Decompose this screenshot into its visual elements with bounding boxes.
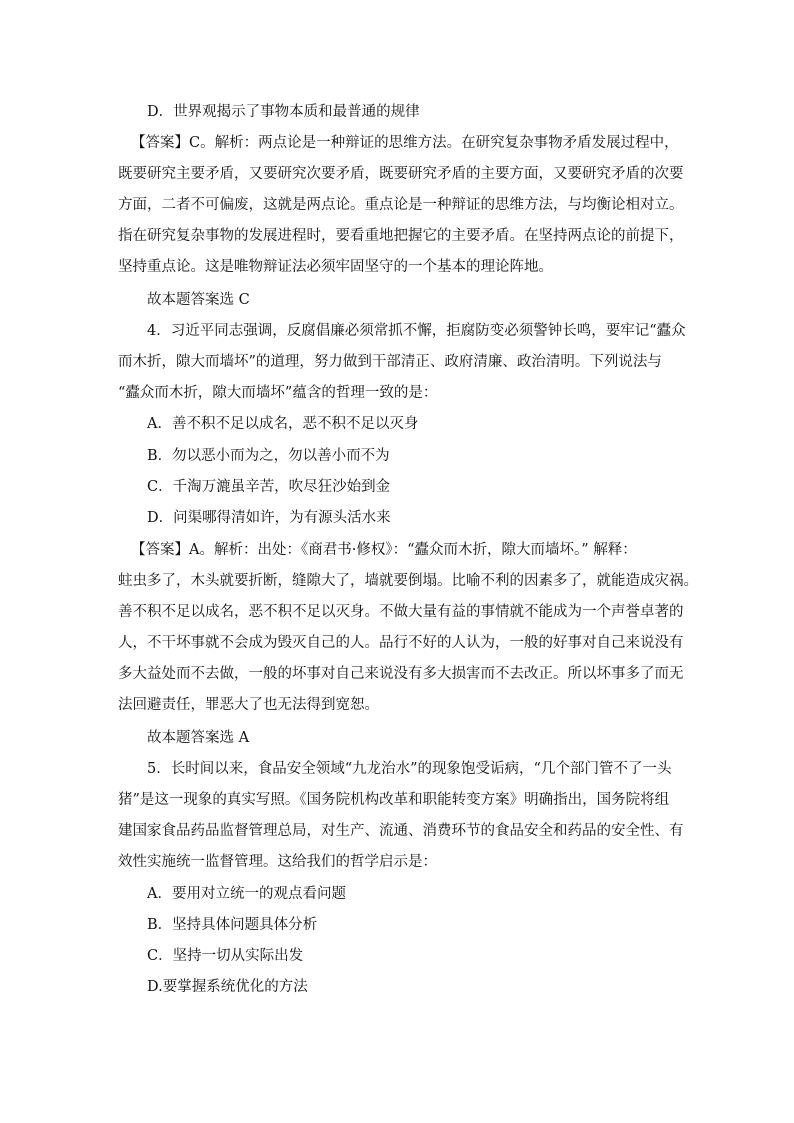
q3-answer-line-5: 坚持重点论。这是唯物辩证法必须牢固坚守的一个基本的理论阵地。 bbox=[118, 259, 553, 275]
q5-option-a: A．要用对立统一的观点看问题 bbox=[147, 886, 346, 902]
q4-option-a: A．善不积不足以成名，恶不积不足以灭身 bbox=[147, 416, 419, 432]
q4-answer-line-3: 善不积不足以成名，恶不积不足以灭身。不做大量有益的事情就不能成为一个声誉卓著的 bbox=[118, 604, 684, 620]
q4-stem-line-1: 4．习近平同志强调，反腐倡廉必须常抓不懈，拒腐防变必须警钟长鸣，要牢记“蠹众 bbox=[147, 323, 686, 339]
q4-option-d: D．问渠哪得清如许，为有源头活水来 bbox=[147, 510, 391, 526]
q3-answer-line-4: 指在研究复杂事物的发展进程时，要看重地把握它的主要矛盾。在坚持两点论的前提下， bbox=[118, 228, 684, 244]
q3-answer-line-1: 【答案】C。解析：两点论是一种辩证的思维方法。在研究复杂事物矛盾发展过程中， bbox=[131, 135, 679, 151]
q4-answer-line-6: 法回避责任，罪恶大了也无法得到宽恕。 bbox=[118, 697, 379, 713]
q4-option-c: C．千淘万漉虽辛苦，吹尽狂沙始到金 bbox=[147, 479, 391, 495]
q4-answer-line-5: 多大益处而不去做，一般的坏事对自己来说没有多大损害而不去改正。所以坏事多了而无 bbox=[118, 666, 684, 682]
q5-stem-line-4: 效性实施统一监督管理。这给我们的哲学启示是： bbox=[118, 854, 437, 870]
q5-stem-line-1: 5．长时间以来，食品安全领域“九龙治水”的现象饱受诟病，“几个部门管不了一头 bbox=[147, 761, 672, 777]
q4-answer-line-1: 【答案】A。解析：出处：《商君书·修权》：“蠹众而木折，隙大而墙坏。” 解释： bbox=[131, 542, 637, 558]
q5-option-b: B．坚持具体问题具体分析 bbox=[147, 917, 318, 933]
q4-answer-line-4: 人，不干坏事就不会成为毁灭自己的人。品行不好的人认为，一般的好事对自己来说没有 bbox=[118, 635, 684, 651]
q5-stem-line-2: 猪”是这一现象的真实写照。《国务院机构改革和职能转变方案》明确指出，国务院将组 bbox=[118, 792, 670, 808]
q3-option-d: D．世界观揭示了事物本质和最普通的规律 bbox=[147, 104, 420, 120]
q3-answer-line-3: 方面，二者不可偏废，这就是两点论。重点论是一种辩证的思维方法，与均衡论相对立。 bbox=[118, 197, 684, 213]
q4-final-answer: 故本题答案选 A bbox=[147, 730, 250, 746]
q3-answer-line-2: 既要研究主要矛盾，又要研究次要矛盾，既要研究矛盾的主要方面，又要研究矛盾的次要 bbox=[118, 166, 684, 182]
q5-option-c: C．坚持一切从实际出发 bbox=[147, 948, 304, 964]
q5-stem-line-3: 建国家食品药品监督管理总局，对生产、流通、消费环节的食品安全和药品的安全性、有 bbox=[118, 823, 684, 839]
q4-stem-line-3: “蠹众而木折，隙大而墙坏”蕴含的哲理一致的是： bbox=[118, 385, 438, 401]
q4-option-b: B．勿以恶小而为之，勿以善小而不为 bbox=[147, 448, 390, 464]
q3-final-answer: 故本题答案选 C bbox=[147, 292, 250, 308]
q4-stem-line-2: 而木折，隙大而墙坏”的道理，努力做到干部清正、政府清廉、政治清明。下列说法与 bbox=[118, 354, 662, 370]
q4-answer-line-2: 蛀虫多了，木头就要折断，缝隙大了，墙就要倒塌。比喻不利的因素多了，就能造成灾祸。 bbox=[118, 573, 698, 589]
q5-option-d: D.要掌握系统优化的方法 bbox=[147, 979, 308, 995]
